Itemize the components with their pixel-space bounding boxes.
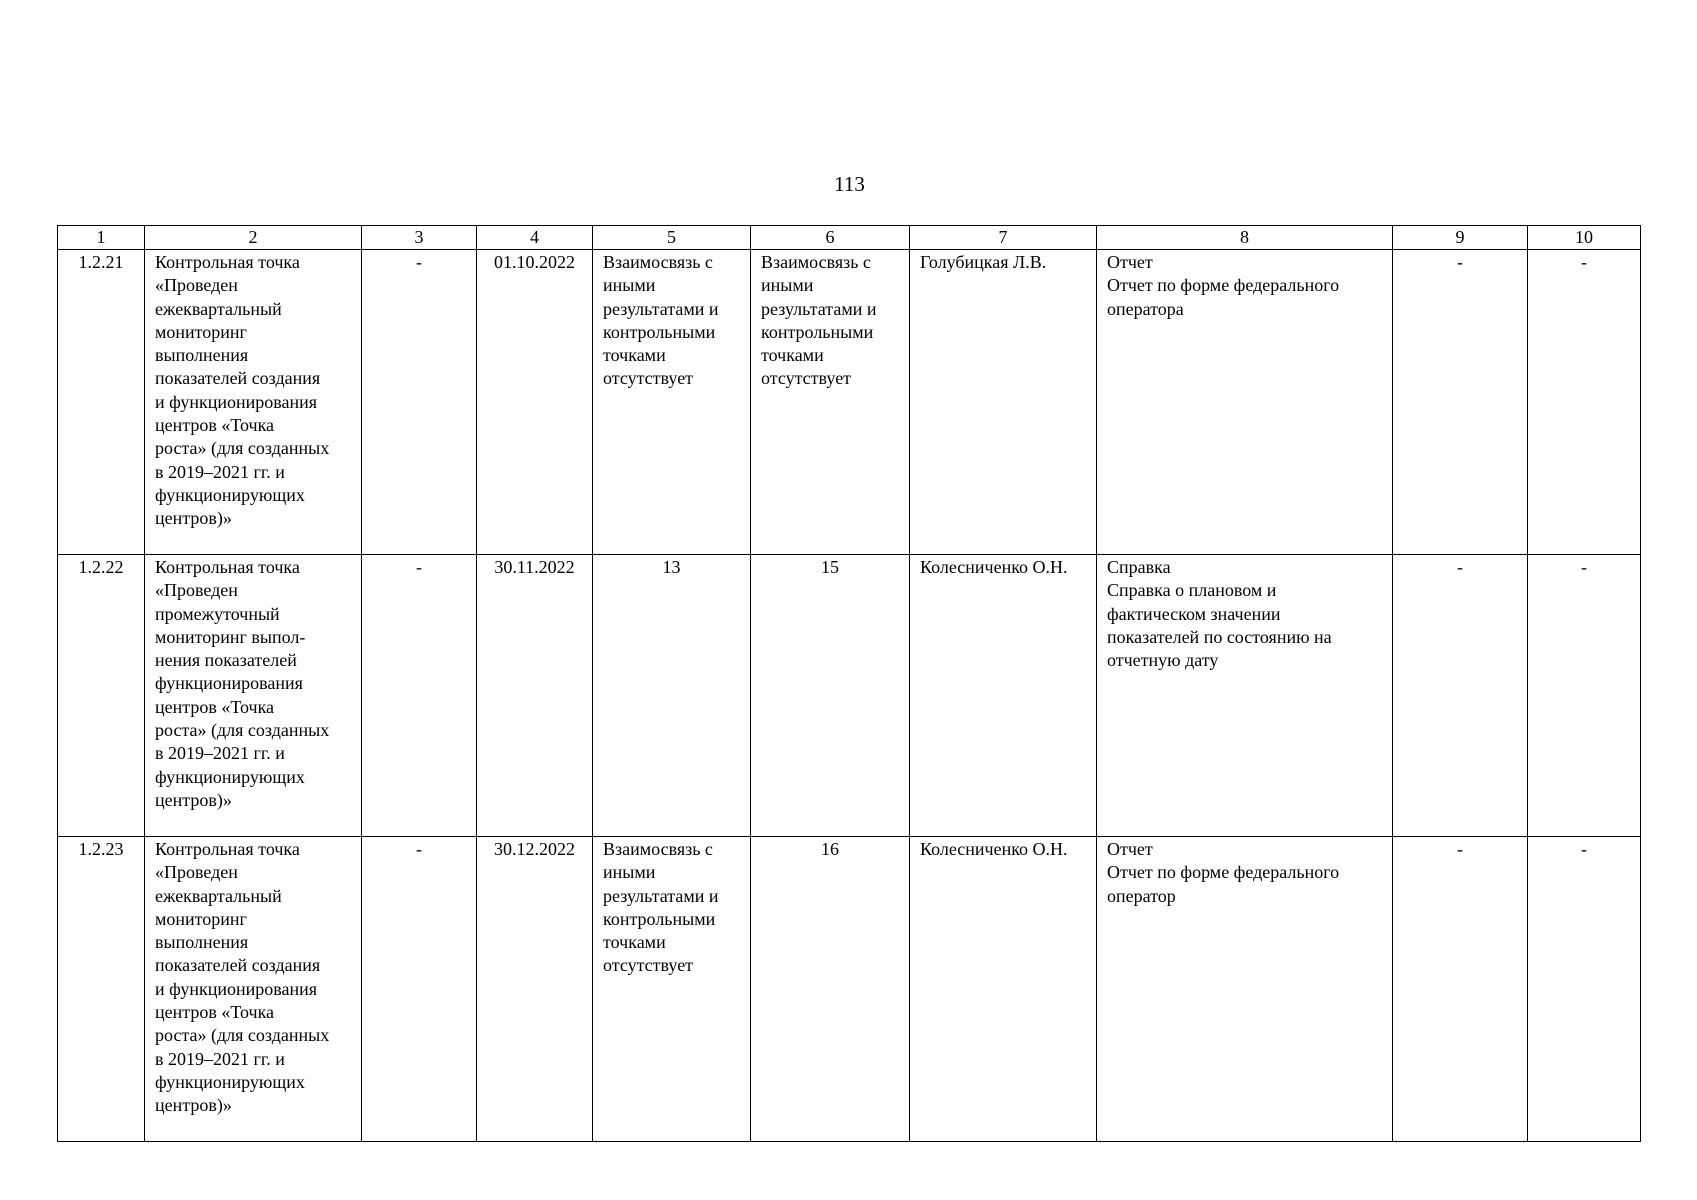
document-type: Отчет — [1107, 839, 1153, 859]
deadline-date: 01.10.2022 — [477, 250, 593, 555]
control-point-name: Контрольная точка «Проведен ежеквартальный мониторинг выполнения показателей создания и функционирования центров «Точка роста» (для созданных в 2019–2021 гг. и функционирующих центров)» — [145, 250, 362, 555]
document-cell — [1097, 555, 1393, 837]
document-type: Отчет — [1107, 252, 1153, 272]
control-point-name: Контрольная точка «Проведен промежуточный мониторинг выпол- нения показателей функционирования центров «Точка роста» (для созданных в 2019–2021 гг. и функционирующих центров)» — [145, 555, 362, 837]
row-number: 1.2.21 — [58, 250, 145, 555]
row-number: 1.2.22 — [58, 555, 145, 837]
cell-col3: - — [362, 837, 477, 1142]
cell-col10: - — [1528, 555, 1641, 837]
predecessor-cell: Взаимосвязь с иными результатами и контрольными точками отсутствует — [593, 250, 751, 555]
document-cell — [1097, 250, 1393, 555]
cell-col9: - — [1393, 837, 1528, 1142]
column-header: 6 — [751, 226, 910, 250]
cell-col10: - — [1528, 250, 1641, 555]
successor-cell: Взаимосвязь с иными результатами и контрольными точками отсутствует — [751, 250, 910, 555]
column-header: 9 — [1393, 226, 1528, 250]
deadline-date: 30.11.2022 — [477, 555, 593, 837]
column-header: 4 — [477, 226, 593, 250]
document-cell — [1097, 837, 1393, 1142]
column-header: 3 — [362, 226, 477, 250]
column-header: 2 — [145, 226, 362, 250]
page-number: 113 — [834, 172, 865, 196]
column-header: 8 — [1097, 226, 1393, 250]
responsible-person: Колесниченко О.Н. — [910, 837, 1097, 1142]
column-header: 10 — [1528, 226, 1641, 250]
plan-table — [57, 225, 1641, 1142]
column-header: 5 — [593, 226, 751, 250]
document-description: Отчет по форме федерального оператор — [1107, 862, 1340, 906]
predecessor-cell: 13 — [593, 555, 751, 837]
column-header: 1 — [58, 226, 145, 250]
responsible-person: Голубицкая Л.В. — [910, 250, 1097, 555]
document-type: Справка — [1107, 557, 1171, 577]
responsible-person: Колесниченко О.Н. — [910, 555, 1097, 837]
column-number-row — [58, 226, 1641, 250]
document-description: Отчет по форме федерального оператора — [1107, 275, 1340, 319]
document-description: Справка о плановом и фактическом значении показателей по состоянию на отчетную дату — [1107, 580, 1332, 671]
cell-col3: - — [362, 555, 477, 837]
column-header: 7 — [910, 226, 1097, 250]
cell-col3: - — [362, 250, 477, 555]
cell-col9: - — [1393, 555, 1528, 837]
row-number: 1.2.23 — [58, 837, 145, 1142]
table-row — [58, 555, 1641, 837]
predecessor-cell: Взаимосвязь с иными результатами и контрольными точками отсутствует — [593, 837, 751, 1142]
cell-col9: - — [1393, 250, 1528, 555]
table-row — [58, 837, 1641, 1142]
control-point-name: Контрольная точка «Проведен ежеквартальный мониторинг выполнения показателей создания и функционирования центров «Точка роста» (для созданных в 2019–2021 гг. и функционирующих центров)» — [145, 837, 362, 1142]
successor-cell: 15 — [751, 555, 910, 837]
table-row — [58, 250, 1641, 555]
deadline-date: 30.12.2022 — [477, 837, 593, 1142]
successor-cell: 16 — [751, 837, 910, 1142]
cell-col10: - — [1528, 837, 1641, 1142]
